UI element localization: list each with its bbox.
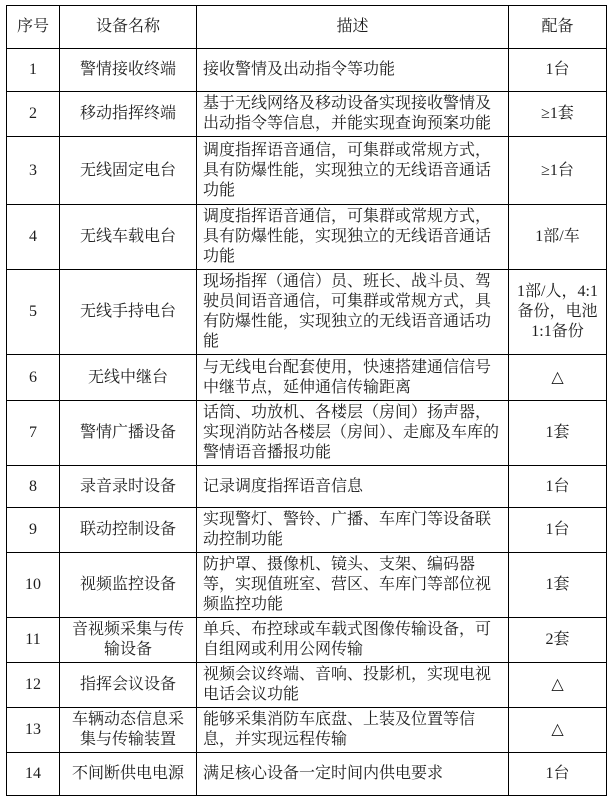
device-name-cell: 不间断供电电源: [60, 753, 197, 796]
table-row: [7, 355, 607, 401]
allocation-cell: 1台: [509, 753, 607, 796]
allocation-cell: 1台: [509, 49, 607, 92]
device-name-cell: 无线车载电台: [60, 205, 197, 270]
description-cell: 防护罩、摄像机、镜头、支架、编码器等，实现值班室、营区、车库门等部位视频监控功能: [197, 553, 509, 618]
allocation-cell: △: [509, 355, 607, 401]
serial-cell: 6: [7, 355, 60, 401]
table-row: [7, 618, 607, 663]
description-cell: 能够采集消防车底盘、上装及位置等信息，并实现远程传输: [197, 708, 509, 753]
equipment-table: [6, 5, 607, 796]
table-header-row: [7, 6, 607, 49]
serial-cell: 9: [7, 508, 60, 553]
device-name-cell: 指挥会议设备: [60, 663, 197, 708]
serial-cell: 3: [7, 137, 60, 205]
device-name-cell: 无线固定电台: [60, 137, 197, 205]
table-row: [7, 663, 607, 708]
device-name-cell: 联动控制设备: [60, 508, 197, 553]
device-name-cell: 视频监控设备: [60, 553, 197, 618]
table-row: [7, 553, 607, 618]
column-header-description: 描述: [197, 6, 509, 49]
device-name-cell: 车辆动态信息采集与传输装置: [60, 708, 197, 753]
device-name-cell: 警情广播设备: [60, 401, 197, 466]
description-cell: 现场指挥（通信）员、班长、战斗员、驾驶员间语音通信，可集群或常规方式，具有防爆性能，实现独立的无线语音通话功能: [197, 270, 509, 355]
device-name-cell: 录音录时设备: [60, 466, 197, 508]
device-name-cell: 音视频采集与传输设备: [60, 618, 197, 663]
column-header-allocation: 配备: [509, 6, 607, 49]
allocation-cell: △: [509, 663, 607, 708]
description-cell: 满足核心设备一定时间内供电要求: [197, 753, 509, 796]
serial-cell: 10: [7, 553, 60, 618]
device-name-cell: 警情接收终端: [60, 49, 197, 92]
description-cell: 调度指挥语音通信，可集群或常规方式，具有防爆性能，实现独立的无线语音通话功能: [197, 205, 509, 270]
serial-cell: 13: [7, 708, 60, 753]
device-name-cell: 移动指挥终端: [60, 92, 197, 137]
allocation-cell: 1台: [509, 508, 607, 553]
allocation-cell: 1部/车: [509, 205, 607, 270]
table-row: [7, 92, 607, 137]
allocation-cell: ≥1台: [509, 137, 607, 205]
allocation-cell: △: [509, 708, 607, 753]
allocation-cell: 1套: [509, 553, 607, 618]
description-cell: 基于无线网络及移动设备实现接收警情及出动指令等信息，并能实现查询预案功能: [197, 92, 509, 137]
table-row: [7, 401, 607, 466]
serial-cell: 8: [7, 466, 60, 508]
description-cell: 实现警灯、警铃、广播、车库门等设备联动控制功能: [197, 508, 509, 553]
table-row: [7, 466, 607, 508]
table-row: [7, 270, 607, 355]
description-cell: 与无线电台配套使用，快速搭建通信信号中继节点，延伸通信传输距离: [197, 355, 509, 401]
allocation-cell: ≥1套: [509, 92, 607, 137]
allocation-cell: 2套: [509, 618, 607, 663]
table-row: [7, 753, 607, 796]
serial-cell: 11: [7, 618, 60, 663]
description-cell: 单兵、布控球或车载式图像传输设备，可自组网或利用公网传输: [197, 618, 509, 663]
table-row: [7, 708, 607, 753]
table-row: [7, 205, 607, 270]
description-cell: 接收警情及出动指令等功能: [197, 49, 509, 92]
table-row: [7, 49, 607, 92]
serial-cell: 2: [7, 92, 60, 137]
column-header-device-name: 设备名称: [60, 6, 197, 49]
table-row: [7, 137, 607, 205]
description-cell: 视频会议终端、音响、投影机，实现电视电话会议功能: [197, 663, 509, 708]
description-cell: 话筒、功放机、各楼层（房间）扬声器，实现消防站各楼层（房间）、走廊及车库的警情语音播报功能: [197, 401, 509, 466]
serial-cell: 4: [7, 205, 60, 270]
description-cell: 记录调度指挥语音信息: [197, 466, 509, 508]
serial-cell: 14: [7, 753, 60, 796]
column-header-serial: 序号: [7, 6, 60, 49]
allocation-cell: 1套: [509, 401, 607, 466]
device-name-cell: 无线手持电台: [60, 270, 197, 355]
device-name-cell: 无线中继台: [60, 355, 197, 401]
allocation-cell: 1台: [509, 466, 607, 508]
allocation-cell: 1部/人，4:1备份，电池1:1备份: [509, 270, 607, 355]
serial-cell: 12: [7, 663, 60, 708]
description-cell: 调度指挥语音通信，可集群或常规方式，具有防爆性能，实现独立的无线语音通话功能: [197, 137, 509, 205]
table-row: [7, 508, 607, 553]
serial-cell: 5: [7, 270, 60, 355]
serial-cell: 7: [7, 401, 60, 466]
serial-cell: 1: [7, 49, 60, 92]
